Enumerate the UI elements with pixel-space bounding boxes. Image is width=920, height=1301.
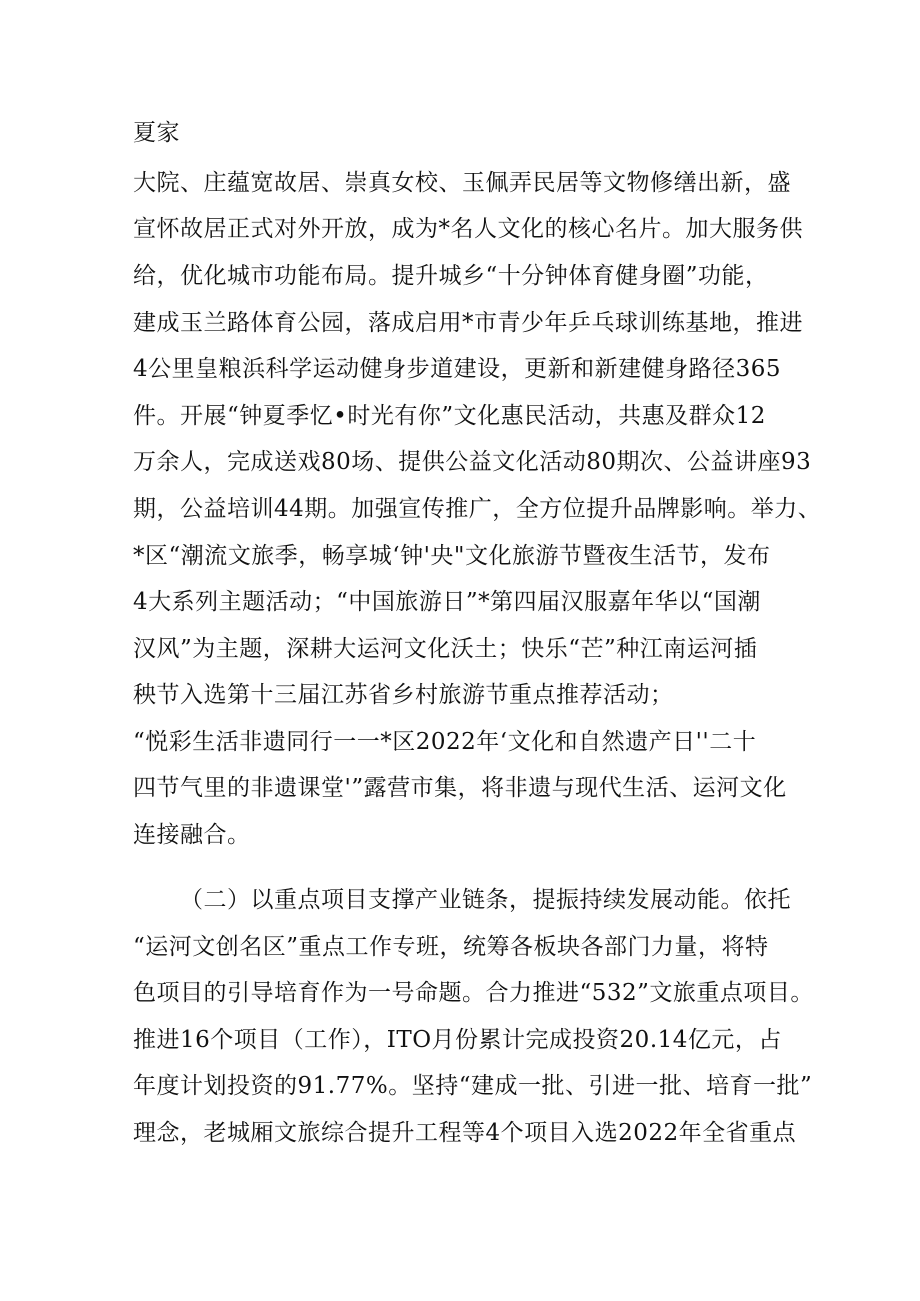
text-line: “悦彩生活非遗同行一一*区2022年‘文化和自然遗产日''二十 bbox=[133, 729, 757, 755]
text-line: 件。开展“钟夏季忆•时光有你”文化惠民活动，共惠及群众12 bbox=[133, 403, 766, 429]
text-line: 理念，老城厢文旅综合提升工程等4个项目入选2022年全省重点 bbox=[133, 1120, 797, 1146]
text-line: 4大系列主题活动；“中国旅游日”*第四届汉服嘉年华以“国潮 bbox=[133, 589, 761, 615]
text-line: 色项目的引导培育作为一号命题。合力推进“532”文旅重点项目。 bbox=[133, 980, 814, 1006]
text-line: 推进16个项目（工作），ITO月份累计完成投资20.14亿元，占 bbox=[133, 1027, 782, 1053]
text-line: 年度计划投资的91.77%。坚持“建成一批、引进一批、培育一批” bbox=[133, 1073, 813, 1099]
text-line: 连接融合。 bbox=[133, 822, 251, 848]
text-line: 期，公益培训44期。加强宣传推广，全方位提升品牌影响。举力、 bbox=[133, 496, 822, 522]
text-line: 大院、庄蕴宽故居、崇真女校、玉佩弄民居等文物修缮出新，盛 bbox=[133, 170, 791, 196]
text-line: 汉风”为主题，深耕大运河文化沃土；快乐“芒”种江南运河插 bbox=[133, 636, 758, 662]
text-line: *区“潮流文旅季，畅享城‘钟'央"文化旅游节暨夜生活节，发布 bbox=[133, 543, 771, 569]
text-line: 四节气里的非遗课堂'”露营市集，将非遗与现代生活、运河文化 bbox=[133, 775, 787, 801]
text-line: 给，优化城市功能布局。提升城乡“十分钟体育健身圈”功能， bbox=[133, 263, 769, 289]
text-line: “运河文创名区”重点工作专班，统筹各板块各部门力量，将特 bbox=[133, 934, 769, 960]
paragraph-heading: （二）以重点项目支撑产业链条，提振持续发展动能。依托 bbox=[180, 887, 791, 913]
text-line: 秧节入选第十三届江苏省乡村旅游节重点推荐活动； bbox=[133, 682, 674, 708]
text-line: 宣怀故居正式对外开放，成为*名人文化的核心名片。加大服务供 bbox=[133, 216, 803, 242]
text-line: 建成玉兰路体育公园，落成启用*市青少年乒乓球训练基地，推进 bbox=[133, 310, 803, 336]
text-line: 4公里皇粮浜科学运动健身步道建设，更新和新建健身路径365 bbox=[133, 356, 782, 382]
text-line: 夏家 bbox=[133, 120, 180, 146]
text-line: 万余人，完成送戏80场、提供公益文化活动80期次、公益讲座93 bbox=[133, 449, 812, 475]
